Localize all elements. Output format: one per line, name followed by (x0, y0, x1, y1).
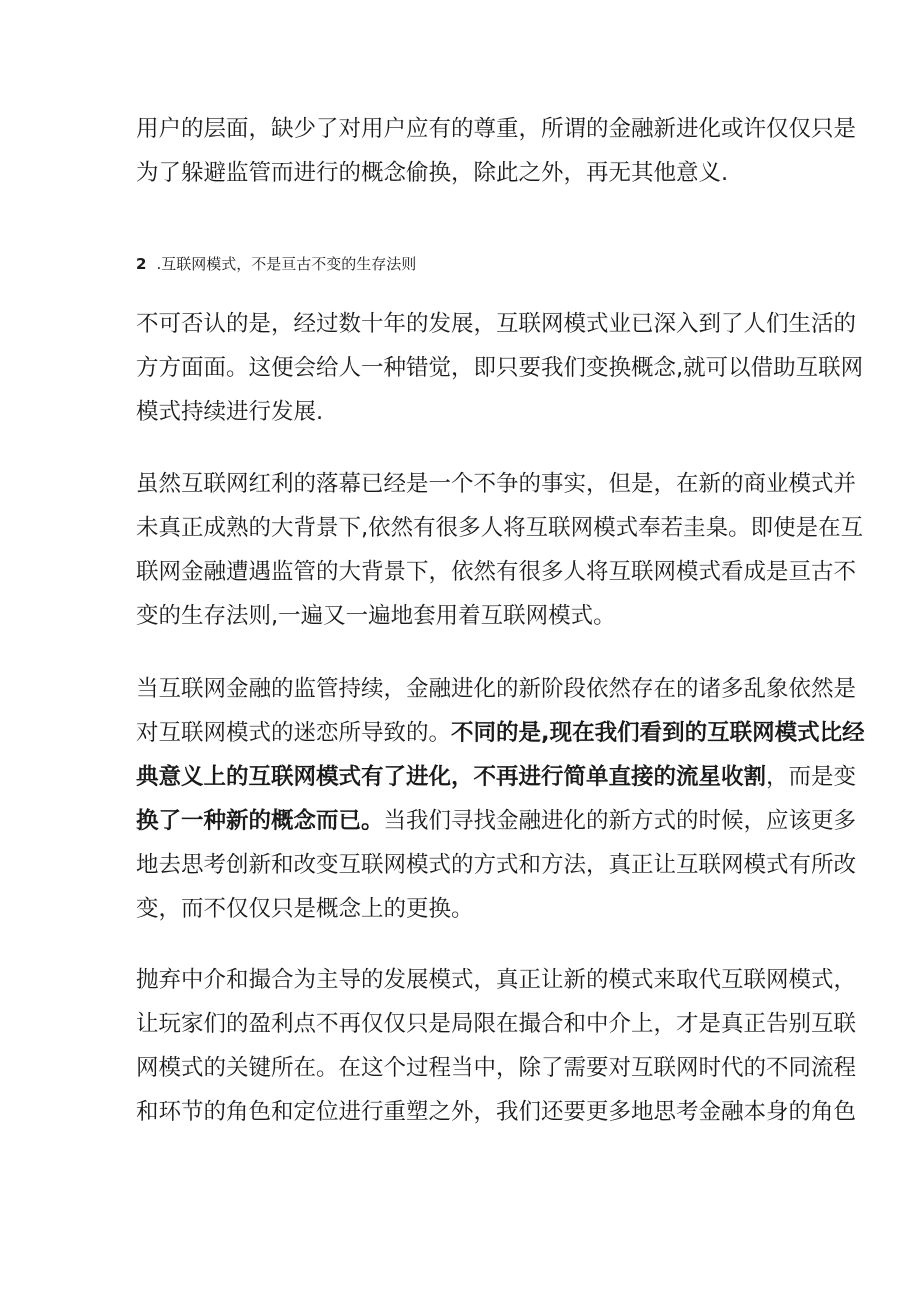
text-segment: 对互联网模式的迷恋所导致的。 (136, 720, 452, 746)
text-line: 抛弃中介和撮合为主导的发展模式，真正让新的模式来取代互联网模式， (136, 967, 857, 993)
section-heading (136, 252, 416, 276)
text-line: 用户的层面，缺少了对用户应有的尊重，所谓的金融新进化或许仅仅只是 (136, 116, 857, 142)
text-segment: ，而是变 (766, 764, 857, 790)
paragraph-2 (136, 462, 864, 638)
section-title: .互联网模式，不是亘古不变的生存法则 (156, 255, 417, 273)
text-line: 变，而不仅仅只是概念上的更换。 (136, 896, 474, 922)
bold-text-segment: 换了一种新的概念而已。 (136, 808, 384, 834)
paragraph-intro (136, 107, 857, 195)
paragraph-1 (136, 302, 864, 434)
text-segment: 当我们寻找金融进化的新方式的时候，应该更多 (383, 808, 857, 834)
text-line: 虽然互联网红利的落幕已经是一个不争的事实，但是，在新的商业模式并 (136, 471, 857, 497)
text-line: 网模式的关键所在。在这个过程当中，除了需要对互联网时代的不同流程 (136, 1055, 857, 1081)
text-line: 未真正成熟的大背景下,依然有很多人将互联网模式奉若圭臬。即使是在互 (136, 515, 864, 541)
text-line (136, 799, 857, 843)
bold-text-segment: 不同的是,现在我们看到的互联网模式比经 (451, 720, 865, 746)
text-line: 变的生存法则,一遍又一遍地套用着互联网模式。 (136, 603, 616, 629)
bold-text-segment: 典意义上的互联网模式有了进化，不再进行简单直接的流星收割 (136, 764, 767, 790)
text-line: 为了躲避监管而进行的概念偷换，除此之外，再无其他意义. (136, 160, 729, 186)
text-line: 当互联网金融的监管持续，金融进化的新阶段依然存在的诸多乱象依然是 (136, 676, 857, 702)
text-line (136, 711, 865, 755)
text-line: 和环节的角色和定位进行重塑之外，我们还要更多地思考金融本身的角色 (136, 1099, 857, 1125)
text-line: 模式持续进行发展. (136, 399, 324, 425)
text-line: 方方面面。这便会给人一种错觉，即只要我们变换概念,就可以借助互联网 (136, 355, 864, 381)
text-line: 让玩家们的盈利点不再仅仅只是局限在撮合和中介上，才是真正告别互联 (136, 1011, 857, 1037)
text-line: 联网金融遭遇监管的大背景下，依然有很多人将互联网模式看成是亘古不 (136, 559, 857, 585)
text-line: 不可否认的是，经过数十年的发展，互联网模式业已深入到了人们生活的 (136, 311, 857, 337)
section-number: 2 (136, 255, 147, 273)
paragraph-3 (136, 667, 865, 931)
text-line (136, 755, 857, 799)
text-line: 地去思考创新和改变互联网模式的方式和方法，真正让互联网模式有所改 (136, 852, 857, 878)
paragraph-4 (136, 958, 857, 1134)
